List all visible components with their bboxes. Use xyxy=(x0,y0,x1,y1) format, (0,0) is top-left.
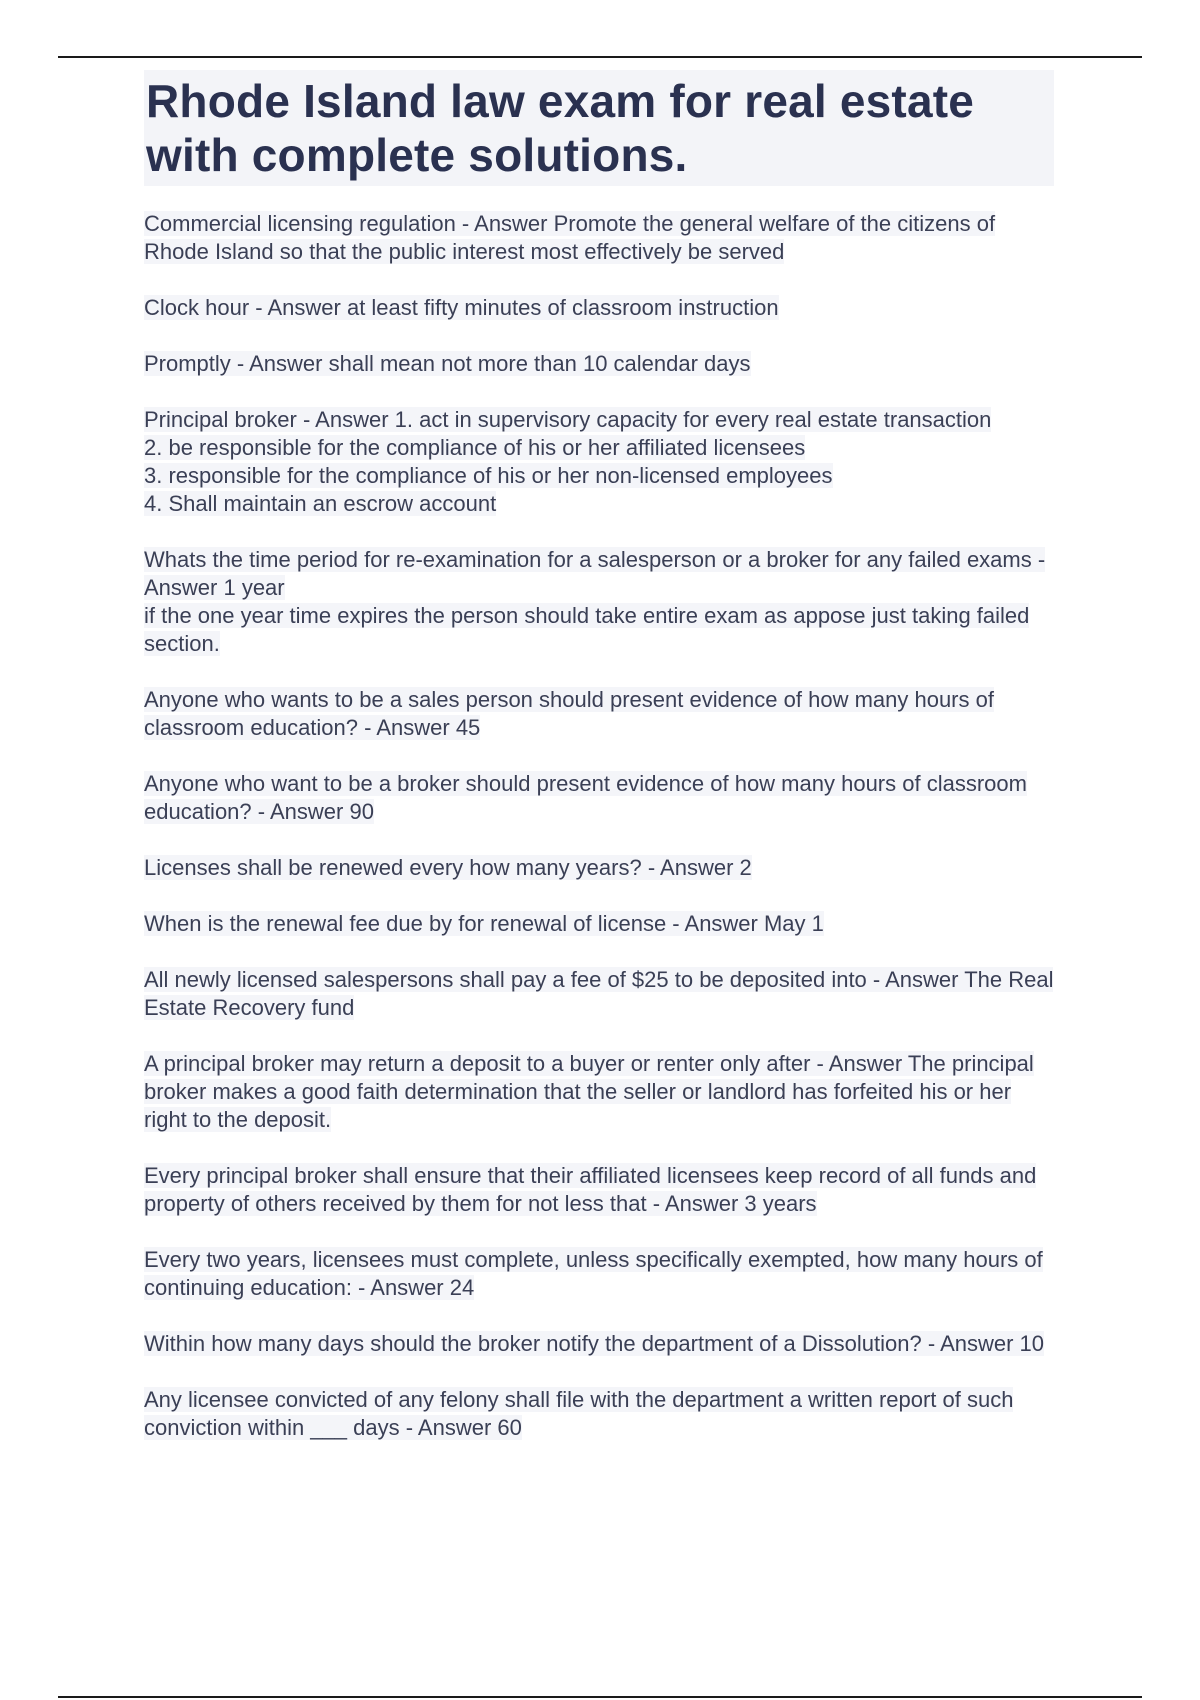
qa-item: Within how many days should the broker notify the department of a Dissolution? - Answer 10 xyxy=(144,1331,1045,1356)
qa-item: Every two years, licensees must complete, unless specifically exempted, how many hours of continuing education: - Answer 24 xyxy=(144,1247,1043,1300)
qa-item: Licenses shall be renewed every how many years? - Answer 2 xyxy=(144,855,752,880)
qa-item: Every principal broker shall ensure that their affiliated licensees keep record of all funds and property of others received by them for not less that - Answer 3 years xyxy=(144,1163,1037,1216)
qa-item: Promptly - Answer shall mean not more than 10 calendar days xyxy=(144,351,751,376)
qa-item: When is the renewal fee due by for renewal of license - Answer May 1 xyxy=(144,911,824,936)
page-title: Rhode Island law exam for real estate with complete solutions. xyxy=(146,75,975,181)
qa-item: All newly licensed salespersons shall pay a fee of $25 to be deposited into - Answer The Real Estate Recovery fund xyxy=(144,967,1054,1020)
qa-item: A principal broker may return a deposit to a buyer or renter only after - Answer The principal broker makes a good faith determination that the seller or landlord has forfeited his or her right to the deposit. xyxy=(144,1051,1034,1132)
qa-item: Any licensee convicted of any felony shall file with the department a written report of such conviction within ___ days - Answer 60 xyxy=(144,1387,1014,1440)
bottom-rule xyxy=(58,1696,1142,1698)
qa-item: Clock hour - Answer at least fifty minutes of classroom instruction xyxy=(144,295,779,320)
qa-item: Whats the time period for re-examination for a salesperson or a broker for any failed exams - Answer 1 year if the one year time expires the person should take entire exam as appose just taking failed section. xyxy=(144,547,1046,656)
qa-list xyxy=(144,210,1056,1470)
title-block xyxy=(144,70,1054,186)
qa-item: Principal broker - Answer 1. act in supervisory capacity for every real estate transaction 2. be responsible for the compliance of his or her affiliated licensees 3. responsible for the compliance of his or her non-licensed employees 4. Shall maintain an escrow account xyxy=(144,407,992,516)
qa-item: Anyone who wants to be a sales person should present evidence of how many hours of classroom education? - Answer 45 xyxy=(144,687,994,740)
qa-item: Commercial licensing regulation - Answer Promote the general welfare of the citizens of Rhode Island so that the public interest most effectively be served xyxy=(144,211,996,264)
top-rule xyxy=(58,56,1142,58)
qa-item: Anyone who want to be a broker should present evidence of how many hours of classroom education? - Answer 90 xyxy=(144,771,1027,824)
